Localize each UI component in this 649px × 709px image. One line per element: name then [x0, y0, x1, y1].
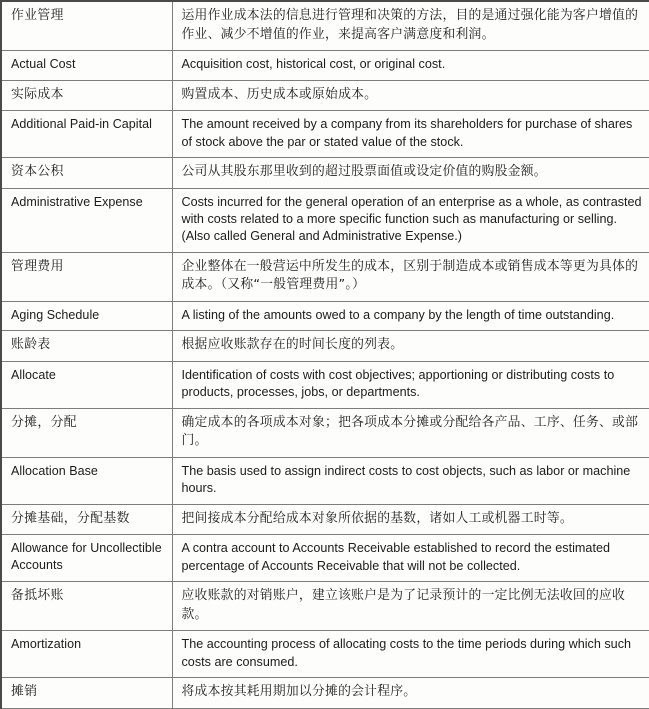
glossary-row: [1, 252, 649, 301]
glossary-term: 分摊，分配: [1, 408, 172, 457]
glossary-row: [1, 631, 649, 678]
glossary-term: 账龄表: [1, 331, 172, 362]
glossary-definition: The amount received by a company from its shareholders for purchase of shares of stock above the par or stated value of the stock.: [172, 111, 649, 158]
glossary-definition: 运用作业成本法的信息进行管理和决策的方法，目的是通过强化能为客户增值的作业、减少不增值的作业，来提高客户满意度和利润。: [172, 1, 649, 51]
glossary-term: 作业管理: [1, 1, 172, 51]
glossary-term: Aging Schedule: [1, 302, 172, 331]
glossary-row: [1, 158, 649, 189]
glossary-definition: 确定成本的各项成本对象；把各项成本分摊或分配给各产品、工序、任务、或部门。: [172, 408, 649, 457]
glossary-definition: Identification of costs with cost objectives; apportioning or distributing costs to products, processes, jobs, or departments.: [172, 362, 649, 409]
glossary-definition: Acquisition cost, historical cost, or original cost.: [172, 51, 649, 80]
glossary-definition: A listing of the amounts owed to a company by the length of time outstanding.: [172, 302, 649, 331]
glossary-term: 管理费用: [1, 252, 172, 301]
glossary-row: [1, 408, 649, 457]
glossary-term: Amortization: [1, 631, 172, 678]
glossary-definition: 公司从其股东那里收到的超过股票面值或设定价值的购股金额。: [172, 158, 649, 189]
glossary-row: [1, 331, 649, 362]
glossary-definition: 把间接成本分配给成本对象所依据的基数，诸如人工或机器工时等。: [172, 504, 649, 535]
glossary-definition: 根据应收账款存在的时间长度的列表。: [172, 331, 649, 362]
glossary-table-body: [1, 1, 649, 708]
glossary-definition: A contra account to Accounts Receivable established to record the estimated percentage of Accounts Receivable that will not be collected.: [172, 535, 649, 582]
glossary-definition: 购置成本、历史成本或原始成本。: [172, 80, 649, 111]
glossary-row: [1, 582, 649, 631]
glossary-term: Actual Cost: [1, 51, 172, 80]
glossary-term: Administrative Expense: [1, 188, 172, 252]
glossary-row: [1, 51, 649, 80]
glossary-row: [1, 80, 649, 111]
glossary-term: 实际成本: [1, 80, 172, 111]
glossary-row: [1, 111, 649, 158]
glossary-definition: The accounting process of allocating costs to the time periods during which such costs are consumed.: [172, 631, 649, 678]
glossary-term: Allowance for Uncollectible Accounts: [1, 535, 172, 582]
glossary-definition: Costs incurred for the general operation of an enterprise as a whole, as contrasted with costs related to a more specific function such as manufacturing or selling. (Also called General and Administrative Expense.): [172, 188, 649, 252]
glossary-term: 摊销: [1, 678, 172, 709]
glossary-row: [1, 302, 649, 331]
glossary-definition: 将成本按其耗用期加以分摊的会计程序。: [172, 678, 649, 709]
glossary-term: 分摊基础，分配基数: [1, 504, 172, 535]
glossary-term: Allocation Base: [1, 458, 172, 505]
glossary-term: 资本公积: [1, 158, 172, 189]
glossary-row: [1, 1, 649, 51]
glossary-row: [1, 535, 649, 582]
glossary-term: 备抵坏账: [1, 582, 172, 631]
glossary-row: [1, 678, 649, 709]
glossary-term: Allocate: [1, 362, 172, 409]
glossary-definition: 企业整体在一般营运中所发生的成本，区别于制造成本或销售成本等更为具体的成本。（又称“一般管理费用”。）: [172, 252, 649, 301]
glossary-row: [1, 504, 649, 535]
glossary-row: [1, 188, 649, 252]
glossary-definition: The basis used to assign indirect costs to cost objects, such as labor or machine hours.: [172, 458, 649, 505]
glossary-term: Additional Paid-in Capital: [1, 111, 172, 158]
glossary-row: [1, 362, 649, 409]
glossary-definition: 应收账款的对销账户，建立该账户是为了记录预计的一定比例无法收回的应收款。: [172, 582, 649, 631]
glossary-row: [1, 458, 649, 505]
